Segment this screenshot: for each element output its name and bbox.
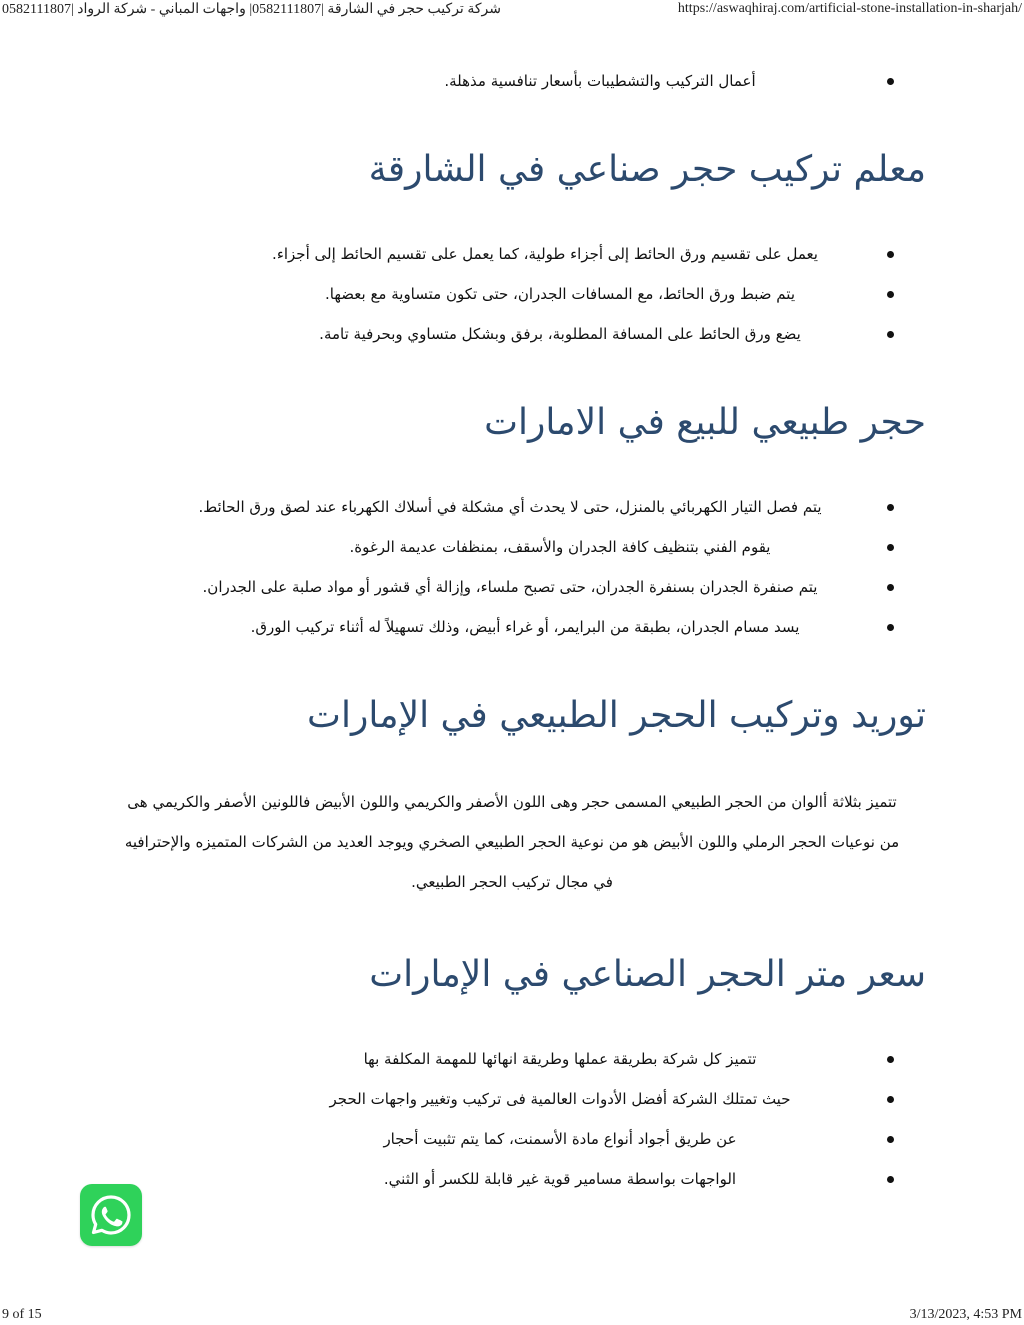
bullet-dot-icon [887, 78, 894, 85]
list-item [98, 61, 926, 101]
list-item [98, 487, 926, 527]
article-content [98, 60, 926, 1199]
print-datetime: 3/13/2023, 4:53 PM [909, 1307, 1022, 1322]
list-item [98, 314, 926, 354]
list-item-text: يقوم الفني بتنظيف كافة الجدران والأسقف، بمنظفات عديمة الرغوة. [349, 538, 771, 556]
list-item [98, 607, 926, 647]
whatsapp-icon [88, 1192, 134, 1238]
section-list [98, 234, 926, 354]
list-item-text: تتميز كل شركة بطريقة عملها وطريقة انهائها للمهمة المكلفة بها [363, 1050, 757, 1068]
whatsapp-button[interactable] [80, 1184, 142, 1246]
print-header-url: https://aswaqhiraj.com/artificial-stone-installation-in-sharjah/ [677, 1, 1022, 16]
list-item-text: يعمل على تقسيم ورق الحائط إلى أجزاء طولية، كما يعمل على تقسيم الحائط إلى أجزاء. [272, 245, 818, 263]
list-item [98, 1079, 926, 1119]
bullet-dot-icon [887, 291, 894, 298]
list-item [98, 527, 926, 567]
list-item-text: يتم ضبط ورق الحائط، مع المسافات الجدران، حتى تكون متساوية مع بعضها. [325, 285, 795, 303]
bullet-dot-icon [887, 1176, 894, 1183]
list-item-text: عن طريق أجواد أنواع مادة الأسمنت، كما يتم تثبيت أحجار [383, 1130, 737, 1148]
list-item-text: يتم فصل التيار الكهربائي بالمنزل، حتى لا يحدث أي مشكلة في أسلاك الكهرباء عند لصق ورق الحائط. [198, 498, 822, 516]
list-item-text: يسد مسام الجدران، بطبقة من البرايمر، أو غراء أبيض، وذلك تسهيلاً له أثناء تركيب الورق. [250, 618, 800, 636]
section-heading: معلم تركيب حجر صناعي في الشارقة [368, 149, 926, 190]
list-item [98, 274, 926, 314]
section-heading: حجر طبيعي للبيع في الامارات [484, 402, 926, 443]
list-item-text: يضع ورق الحائط على المسافة المطلوبة، برفق وبشكل متساوي وبحرفية تامة. [319, 325, 801, 343]
list-item-text: الواجهات بواسطة مسامير قوية غير قابلة للكسر أو الثني. [383, 1170, 737, 1188]
paragraph-line: تتميز بثلاثة أالوان من الحجر الطبيعي المسمى حجر وهى اللون الأصفر والكريمي واللون الأبيض فاللونين الأصفر والكريمي هى [127, 793, 897, 811]
bullet-dot-icon [887, 624, 894, 631]
page-number: 9 of 15 [2, 1307, 42, 1322]
print-header-title: شركة تركيب حجر في الشارقة |0582111807| واجهات المباني - شركة الرواد |0582111807 [2, 2, 501, 17]
list-item-text: حيث تمتلك الشركة أفضل الأدوات العالمية فى تركيب وتغيير واجهات الحجر [329, 1090, 791, 1108]
bullet-dot-icon [887, 1136, 894, 1143]
section-heading: سعر متر الحجر الصناعي في الإمارات [369, 954, 926, 995]
paragraph-line: في مجال تركيب الحجر الطبيعي. [411, 873, 613, 891]
paragraph-line: من نوعيات الحجر الرملي واللون الأبيض هو من نوعية الحجر الطبيعي الصخري ويوجد العديد من الشركات المتميزه والإحترافيه [124, 833, 900, 851]
print-footer [0, 1306, 1024, 1325]
intro-list [98, 61, 926, 101]
section-heading: توريد وتركيب الحجر الطبيعي في الإمارات [307, 695, 926, 736]
bullet-dot-icon [887, 544, 894, 551]
bullet-dot-icon [887, 251, 894, 258]
list-item-text: أعمال التركيب والتشطيبات بأسعار تنافسية مذهلة. [444, 72, 756, 90]
list-item [98, 1159, 926, 1199]
list-item-text: يتم صنفرة الجدران بسنفرة الجدران، حتى تصبح ملساء، وإزالة أي قشور أو مواد صلبة على الجدران. [202, 578, 818, 596]
list-item [98, 1119, 926, 1159]
section-paragraph [98, 782, 926, 902]
bullet-dot-icon [887, 331, 894, 338]
bullet-dot-icon [887, 584, 894, 591]
list-item [98, 567, 926, 607]
bullet-dot-icon [887, 504, 894, 511]
section-list [98, 1039, 926, 1199]
list-item [98, 1039, 926, 1079]
list-item [98, 234, 926, 274]
print-header [0, 0, 1024, 22]
bullet-dot-icon [887, 1096, 894, 1103]
bullet-dot-icon [887, 1056, 894, 1063]
section-list [98, 487, 926, 647]
